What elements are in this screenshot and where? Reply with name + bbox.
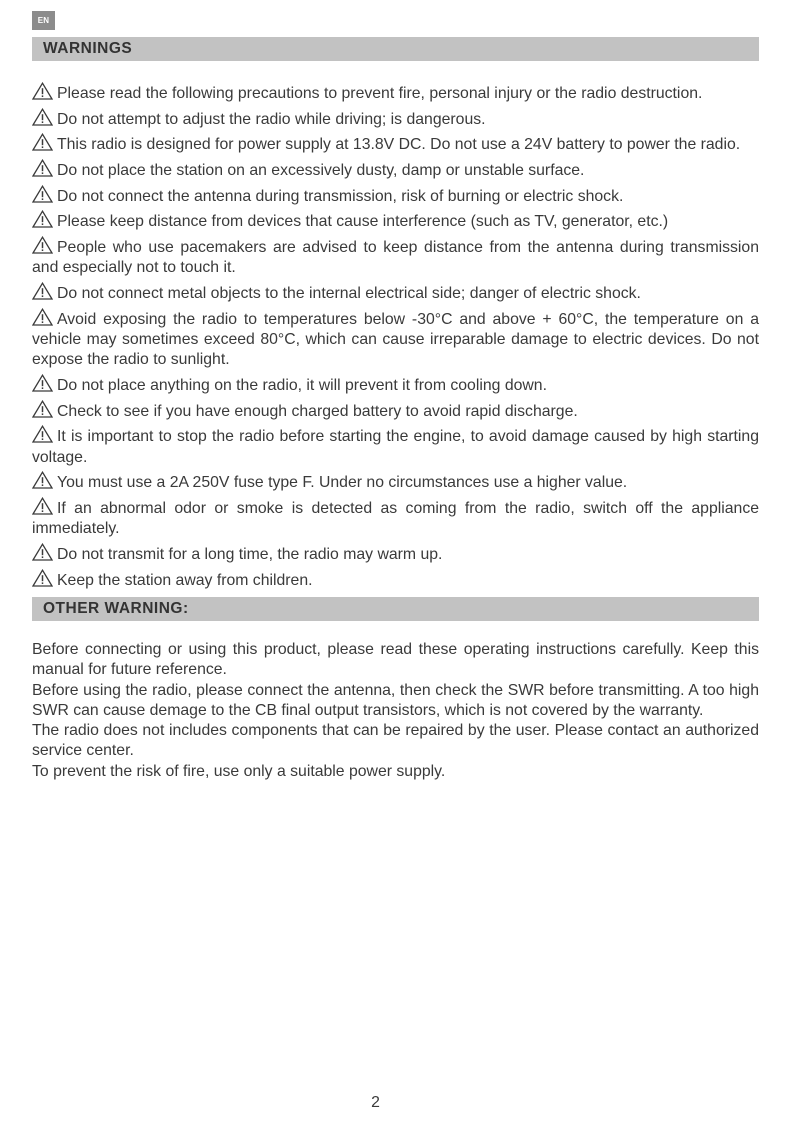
warning-triangle-icon	[32, 236, 53, 254]
warning-item	[32, 471, 759, 493]
warning-item	[32, 159, 759, 181]
warning-triangle-icon	[32, 82, 53, 100]
other-warning-paragraph: Before using the radio, please connect the antenna, then check the SWR before transmitting. A too high SWR can cause demage to the CB final output transistors, which is not covered by the warranty.	[32, 681, 759, 719]
warnings-list	[32, 82, 759, 594]
warning-item	[32, 543, 759, 565]
warning-text: Do not place anything on the radio, it will prevent it from cooling down.	[57, 377, 547, 395]
warning-triangle-icon	[32, 543, 53, 561]
warning-item	[32, 400, 759, 422]
warning-text: Do not connect the antenna during transmission, risk of burning or electric shock.	[57, 187, 624, 205]
warning-item	[32, 185, 759, 207]
warning-item	[32, 210, 759, 232]
warning-item	[32, 282, 759, 304]
other-warning-heading: OTHER WARNING:	[32, 597, 759, 621]
warning-item	[32, 236, 759, 279]
warning-triangle-icon	[32, 108, 53, 126]
other-warning-paragraph: To prevent the risk of fire, use only a suitable power supply.	[32, 762, 446, 780]
warning-item	[32, 308, 759, 371]
warning-triangle-icon	[32, 159, 53, 177]
warning-item	[32, 374, 759, 396]
language-badge: EN	[32, 11, 55, 30]
warning-text: Avoid exposing the radio to temperatures below -30°C and above + 60°C, the temperature on a vehicle may sometimes exceed 80°C, which can cause irreparable damage to electric devices. Do not expose the radio to sunlight.	[32, 310, 759, 369]
warning-item	[32, 108, 759, 130]
warning-triangle-icon	[32, 210, 53, 228]
warning-text: People who use pacemakers are advised to keep distance from the antenna during transmission and especially not to touch it.	[32, 239, 759, 277]
warning-text: Do not transmit for a long time, the radio may warm up.	[57, 546, 443, 564]
warning-text: Do not place the station on an excessively dusty, damp or unstable surface.	[57, 162, 585, 180]
warning-triangle-icon	[32, 185, 53, 203]
warnings-heading: WARNINGS	[32, 37, 759, 61]
warning-triangle-icon	[32, 374, 53, 392]
warning-text: Do not attempt to adjust the radio while driving; is dangerous.	[57, 110, 486, 128]
warning-text: You must use a 2A 250V fuse type F. Under no circumstances use a higher value.	[57, 474, 628, 492]
warning-text: Check to see if you have enough charged battery to avoid rapid discharge.	[57, 402, 578, 420]
warning-text: It is important to stop the radio before starting the engine, to avoid damage caused by high starting voltage.	[32, 428, 759, 466]
warning-triangle-icon	[32, 308, 53, 326]
other-warning-paragraph: Before connecting or using this product, please read these operating instructions carefully. Keep this manual for future reference.	[32, 641, 759, 679]
other-warning-paragraph: The radio does not includes components that can be repaired by the user. Please contact an authorized service center.	[32, 722, 759, 760]
warning-triangle-icon	[32, 569, 53, 587]
warning-triangle-icon	[32, 282, 53, 300]
other-warning-text	[32, 640, 759, 782]
warning-text: Please read the following precautions to prevent fire, personal injury or the radio destruction.	[57, 85, 703, 102]
warning-text: Please keep distance from devices that cause interference (such as TV, generator, etc.)	[57, 213, 669, 231]
warning-text: Keep the station away from children.	[57, 571, 313, 589]
warning-item	[32, 133, 759, 155]
warning-triangle-icon	[32, 471, 53, 489]
warning-triangle-icon	[32, 425, 53, 443]
warning-triangle-icon	[32, 497, 53, 515]
warning-text: If an abnormal odor or smoke is detected as coming from the radio, switch off the appliance immediately.	[32, 500, 759, 538]
warning-triangle-icon	[32, 400, 53, 418]
warning-item	[32, 569, 759, 591]
warning-item	[32, 497, 759, 540]
warning-item	[32, 82, 759, 104]
warning-text: This radio is designed for power supply at 13.8V DC. Do not use a 24V battery to power the radio.	[57, 136, 741, 154]
warning-text: Do not connect metal objects to the internal electrical side; danger of electric shock.	[57, 285, 641, 303]
page-number: 2	[371, 1094, 380, 1111]
warning-item	[32, 425, 759, 468]
warning-triangle-icon	[32, 133, 53, 151]
